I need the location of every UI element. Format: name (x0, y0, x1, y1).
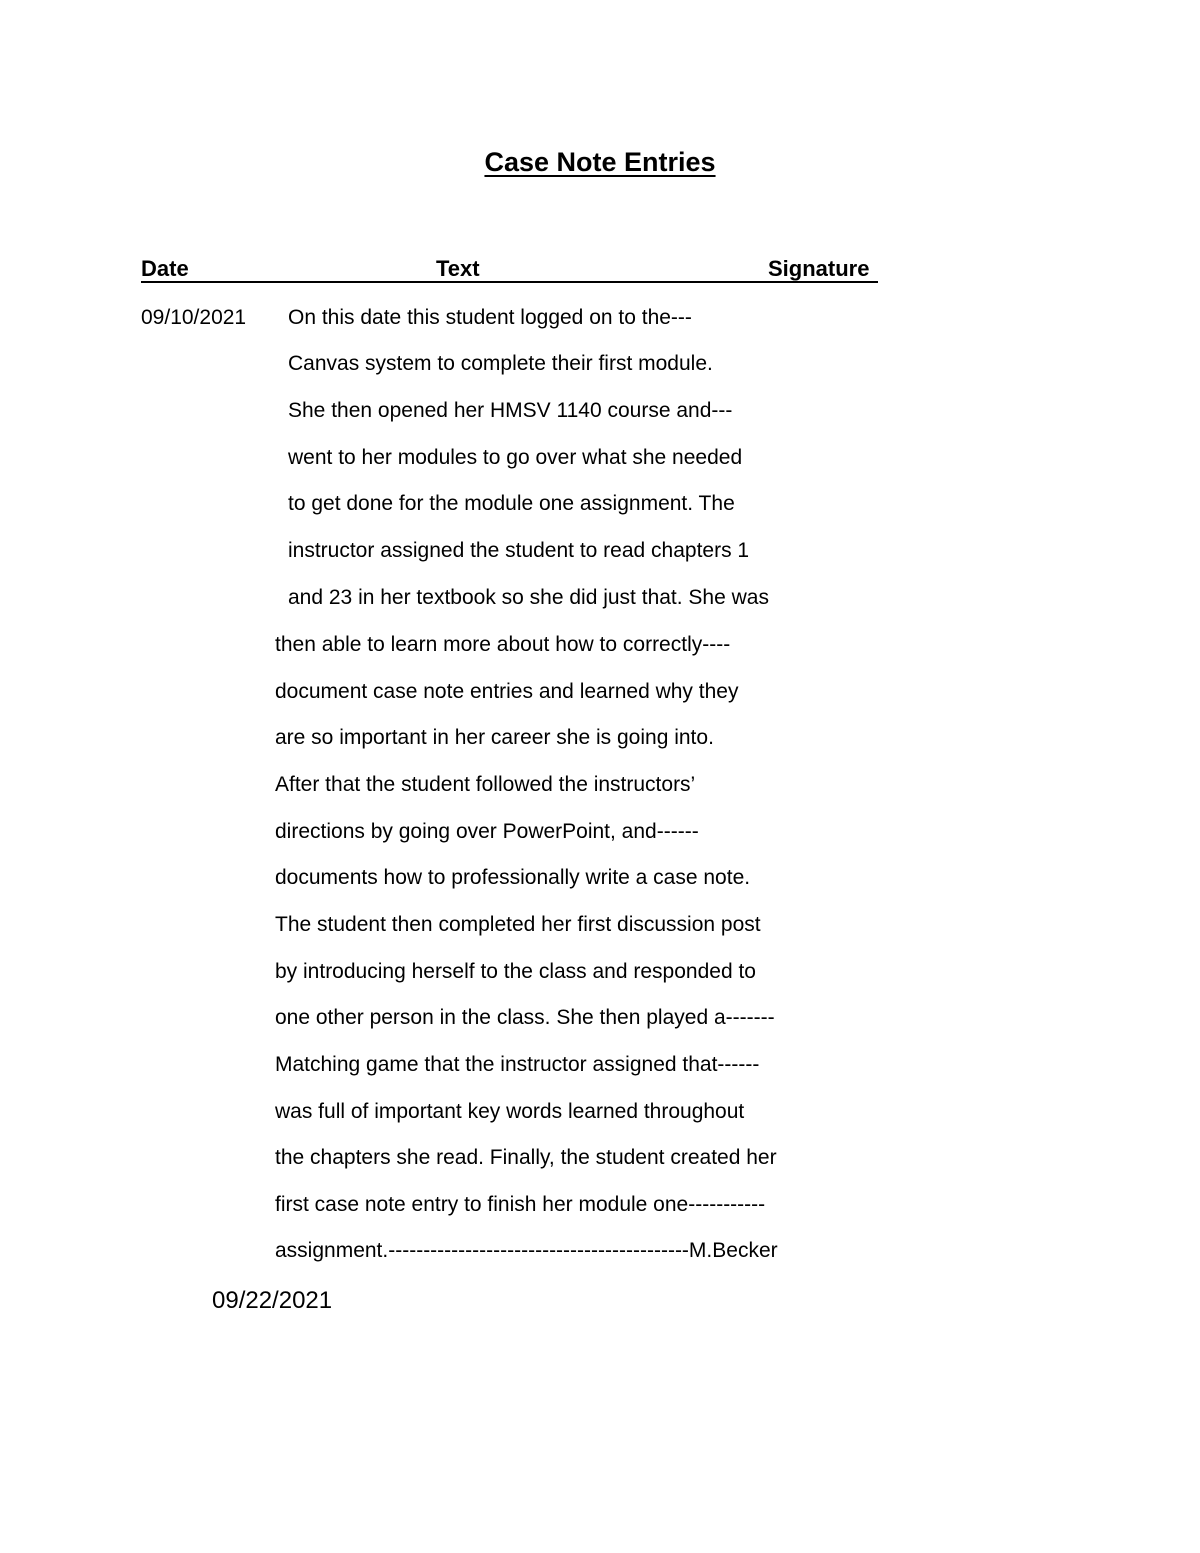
note-line: Canvas system to complete their first module. (288, 352, 713, 375)
entry-date: 09/10/2021 (141, 306, 247, 329)
note-line: went to her modules to go over what she needed (288, 446, 743, 469)
note-line: the chapters she read. Finally, the student created her (275, 1146, 777, 1169)
note-line: directions by going over PowerPoint, and------ (275, 820, 699, 843)
document-title: Case Note Entries (484, 147, 716, 177)
column-header-text: Text (436, 256, 480, 281)
note-line: to get done for the module one assignment. The (288, 492, 735, 515)
next-entry-date: 09/22/2021 (212, 1287, 333, 1314)
note-line: by introducing herself to the class and responded to (275, 960, 756, 983)
note-line: was full of important key words learned throughout (275, 1100, 745, 1123)
note-line: The student then completed her first discussion post (275, 913, 761, 936)
note-line: and 23 in her textbook so she did just that. She was (288, 586, 769, 609)
note-line: She then opened her HMSV 1140 course and--- (288, 399, 733, 422)
header-underline (141, 281, 878, 283)
note-line: document case note entries and learned why they (275, 680, 739, 703)
note-line: are so important in her career she is going into. (275, 726, 714, 749)
note-line: then able to learn more about how to correctly---- (275, 633, 731, 656)
note-line: documents how to professionally write a case note. (275, 866, 751, 889)
note-line: On this date this student logged on to the--- (288, 306, 692, 329)
column-header-signature: Signature (768, 256, 870, 281)
note-line-signature: assignment.-------------------------------------------M.Becker (275, 1239, 778, 1262)
note-line: first case note entry to finish her module one----------- (275, 1193, 766, 1216)
note-line: Matching game that the instructor assigned that------ (275, 1053, 760, 1076)
note-line: After that the student followed the instructors’ (275, 773, 696, 796)
column-header-row (141, 254, 878, 286)
column-header-date: Date (141, 256, 189, 281)
note-line: instructor assigned the student to read chapters 1 (288, 539, 750, 562)
note-line: one other person in the class. She then played a------- (275, 1006, 775, 1029)
